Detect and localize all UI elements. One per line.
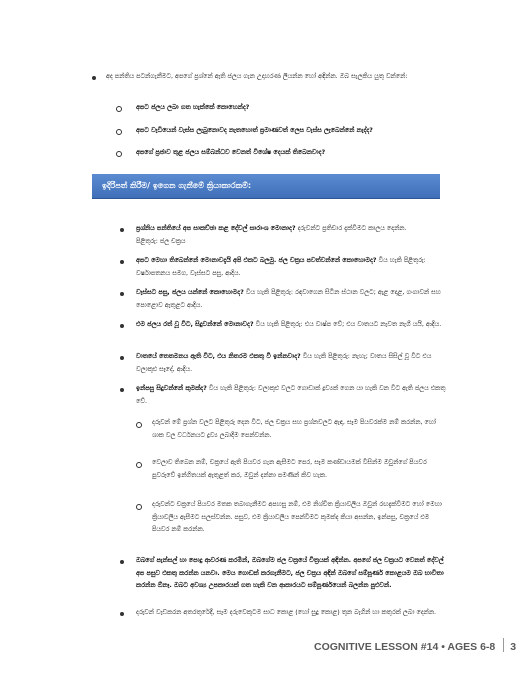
- sub-question-3: අපගේ ප්‍රජාව තුළ ජලය සම්බන්ධව වෙනත් විශේෂ දෙයක් තිබෙනවාද?: [136, 148, 326, 156]
- intro-text: අද පන්තිය පටන්ගැනීමට, අපගේ ප්‍රශ්නේ ඇති ජලය ගැන උදාහරණ ලියන්න හෝ අඳින්න. ඔබ සැලකිය යුතු වන්නේ:: [106, 72, 408, 80]
- sub-item: වෙලාව තිබෙන නම්, චක්‍රයේ ඇති පියවර ගැන ඇසීමට පෙර, සෑම කණ්ඩායමක් විසින්ම ඔවුන්ගේ පියවර පුවරුවේ ඉන්ගිතයක් ඇතුළත් කර, ඔවුන් දන්නා පමණින් කිව හැක.: [152, 458, 427, 479]
- item-text: විය හැකි පිළිතුරු: වලාකුළු වලට ගොඩාක් ද්‍රව්‍යක් ගෙන යා හැකි වන විට ඇති ජලය එකතු වේ.: [136, 384, 446, 405]
- sub-bullet: [136, 422, 142, 428]
- item-instruction: ඔබගේ පැන්සල් හා පොදු ආවරණ කරමින්, ඔබගේම ජල චක්‍රයේ චිත්‍රයක් අඳින්න. අපගේ ජල චක්‍රයට වෙනත් දේවල් අප පසුව එකතු කරන්න යනවා. මෙය ගොඩක් කරගැනීමට, ජල චක්‍රය අඳින් ඔබගේ සම්පූර්ණ කොළයම ඔබ භාවිතා කරන්න ඕනෑ. ඔබට අවශ්‍ය උපකාරයක් ගත හැකි වන ආකාරයට සම්පූර්ණයෙන් බලන්න පුළුවන්.: [136, 556, 444, 589]
- list-item: [136, 318, 448, 331]
- bullet: [92, 76, 96, 80]
- section-banner: [92, 174, 440, 199]
- item-text: විය හැකි පිළිතුරු: එය වාෂ්ප වේ; එය වාතයට නැවත නැගී යයි, ආදිය.: [253, 320, 442, 328]
- item-text: විය හැකි පිළිතුරු: රඳවාගෙන සිටින ස්ථාන වලට; ඇළ දොළ, ගංගාවන් සහ පොළොව ඇතුළට ආදිය.: [136, 288, 441, 309]
- bullet: [120, 260, 124, 264]
- page-number: 3: [510, 641, 517, 653]
- list-item: [136, 554, 448, 592]
- bullet: [120, 228, 124, 232]
- item-text: විය හැකි පිළිතුරු: වර්ෂාපතනය සමග, වැස්සට පසු, ආදිය.: [136, 256, 426, 277]
- bullet: [120, 560, 124, 564]
- bullet: [120, 612, 124, 616]
- footer-label: COGNITIVE LESSON #14 • AGES 6-8: [314, 641, 496, 653]
- item-answer: පිළිතුරු: ජල චක්‍රය: [136, 236, 186, 245]
- item-text: විය හැකි පිළිතුරු: නැහැ; වාතය සිසිල් වූ විට එය වලාකුළු සෑදේ, ආදිය.: [136, 352, 432, 373]
- item-question: වැස්සට පසු, ජලය යන්නේ කොහොමද?: [136, 288, 244, 296]
- list-item: [136, 222, 448, 247]
- sub-question-1: අපට ජලය ලබා ගත හැක්කේ කොහෙන්ද?: [136, 103, 250, 111]
- item-question: අපට මෙහා තිබෙන්නේ මොනාවදැයි අපි එකට බලමු. ජල චක්‍රය පවත්වන්නේ කොහොමද?: [136, 256, 377, 264]
- list-item: [136, 254, 448, 279]
- list-item: [136, 350, 448, 375]
- page-footer: [314, 638, 516, 653]
- bullet: [120, 388, 124, 392]
- sub-question-2: අපට වැඩියෙන් වැස්ස ලැබුනොවද නැතහොත් ප්‍රමාණවත් ලෙස වැස්ස ලැබෙන්නේ නැද්ද?: [136, 126, 373, 134]
- list-item: [136, 382, 448, 407]
- item-question: ප්‍රශ්නිය පන්තියේ අප සාකච්ඡා කළ දේවල් සාරාංශ මොනාද?: [136, 224, 296, 232]
- sub-bullet: [116, 129, 122, 135]
- sub-item: දරුවන් මේ ප්‍රශ්න වලට පිළිතුරු දෙන විට, ජල චක්‍රය සහ ප්‍රශ්නවලට ඇඳ, සෑම පියවරක්ම නම් කරන්න, හෝ ශාක වල වර්ධනයට ද්‍රව්‍ය ලබාදීම පෙන්වන්න.: [152, 418, 436, 439]
- sub-bullet: [136, 462, 142, 468]
- list-item: [136, 606, 448, 619]
- item-text: දරුවන් වැඩකරන අතරතුරේදී, සෑම දරුවෙකුටම සාධ කොළ (හෝ සුදු කොළ) තුන බැගින් හා කතුරක් ලබා දෙන්න.: [136, 608, 437, 616]
- item-question: එම ජලය රත් වූ විට, සිදුවන්නේ මොනාවද?: [136, 320, 254, 328]
- bullet: [120, 356, 124, 360]
- item-question: ඉන්පසු සිදුවන්නේ කුමක්ද?: [136, 384, 207, 392]
- footer-divider: [503, 638, 504, 652]
- bullet: [120, 292, 124, 296]
- sub-bullet: [136, 504, 142, 510]
- item-text: දරුවන්ට ප්‍රතිචාර දැක්වීමට කාලය දෙන්න.: [295, 224, 407, 232]
- section-title: ඉදිරිපත් කිරීම/ ඉගෙන ගැනීමේ ක්‍රියාකාරකම්:: [102, 181, 252, 190]
- item-question: වාතයේ තෙතමනය ඇති විට, එය නිතරම එකතු වී ඉන්නවාද?: [136, 352, 301, 360]
- list-item: [136, 286, 448, 311]
- sub-bullet: [116, 106, 122, 112]
- sub-bullet: [116, 151, 122, 157]
- sub-item: දරුවන්ට චක්‍රයේ පියවර මතක තබාගැනීමට අපහසු නම්, එම නිශ්චිත ක්‍රියාවලිය ඔවුන් රඟදැක්වීමට හෝ මෙහා ක්‍රියාවලිය ඇසීමට සලස්වන්න. පසුව, එම ක්‍රියාවලිය පෙන්වීමට කුමක්ද කියා අසන්න, ඉන්පසු, චක්‍රයේ එම පියවර නම් කරන්න.: [152, 500, 442, 533]
- bullet: [120, 324, 124, 328]
